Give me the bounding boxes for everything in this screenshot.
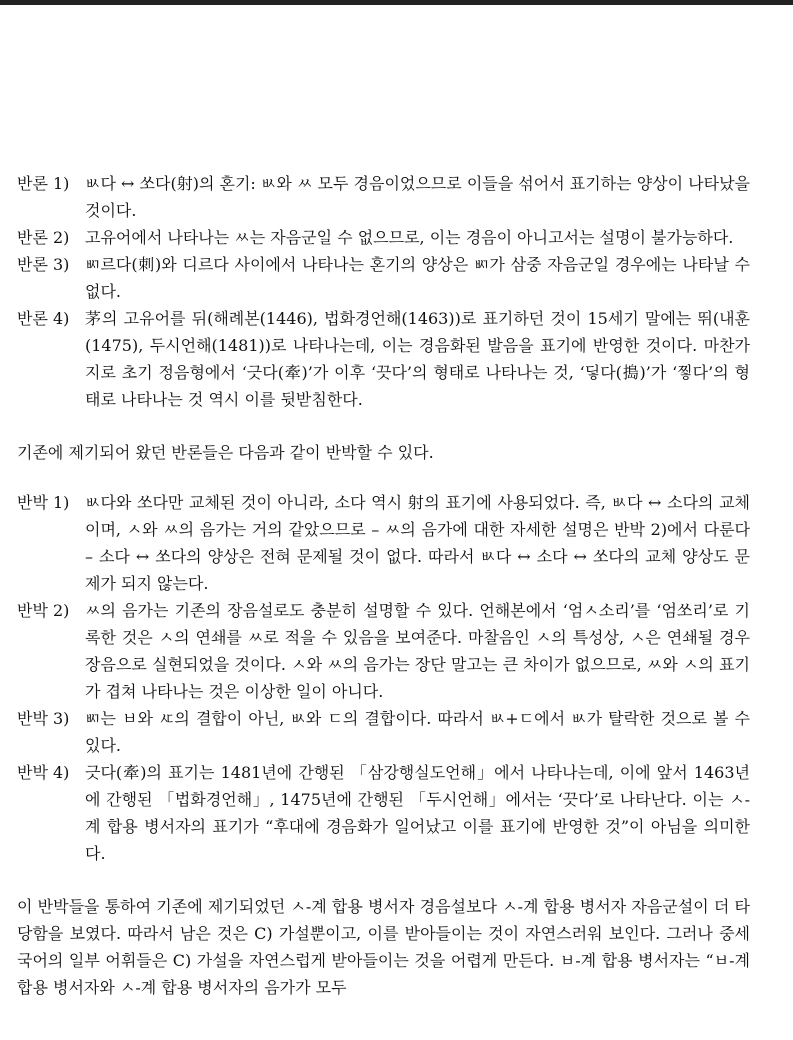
refutation-text: ㅆ의 음가는 기존의 장음설로도 충분히 설명할 수 있다. 언해본에서 ‘엄ㅅ소리’를 ‘엄쏘리’로 기록한 것은 ㅅ의 연쇄를 ㅆ로 적을 수 있음을 보여준다. 마찰음인 ㅅ의 특성상, ㅅ은 연쇄될 경우 장음으로 실현되었을 것이다. ㅅ와 ㅆ의 음가는 장단 말고는 큰 차이가 없으므로, ㅆ와 ㅅ의 표기가 겹쳐 나타나는 것은 이상한 일이 아니다. <box>85 601 750 701</box>
rebuttal-label: 반론 1) <box>17 174 70 193</box>
refutation-list <box>17 489 750 867</box>
refutation-item <box>17 759 750 867</box>
rebuttal-label: 반론 2) <box>17 228 70 247</box>
top-border <box>0 0 793 5</box>
refutation-text: ㅄ다와 쏘다만 교체된 것이 아니라, 소다 역시 射의 표기에 사용되었다. 즉, ㅄ다 ↔ 소다의 교체이며, ㅅ와 ㅆ의 음가는 거의 같았으므로 – ㅆ의 음가에 대한 자세한 설명은 반박 2)에서 다룬다 – 소다 ↔ 쏘다의 양상은 전혀 문제될 것이 없다. 따라서 ㅄ다 ↔ 소다 ↔ 쏘다의 교체 양상도 문제가 되지 않는다. <box>85 493 750 593</box>
document-body <box>17 170 750 1001</box>
rebuttal-list <box>17 170 750 413</box>
rebuttal-item <box>17 170 750 224</box>
refutation-label: 반박 3) <box>17 709 70 728</box>
rebuttal-text: 고유어에서 나타나는 ㅆ는 자음군일 수 없으므로, 이는 경음이 아니고서는 설명이 불가능하다. <box>85 228 734 247</box>
refutation-item <box>17 597 750 705</box>
rebuttal-item <box>17 251 750 305</box>
rebuttal-label: 반론 4) <box>17 309 70 328</box>
refutation-text: 긋다(牽)의 표기는 1481년에 간행된 「삼강행실도언해」에서 나타나는데, 이에 앞서 1463년에 간행된 「법화경언해」, 1475년에 간행된 「두시언해」에서는 ‘끗다’로 나타난다. 이는 ㅅ-계 합용 병서자의 표기가 “후대에 경음화가 일어났고 이를 표기에 반영한 것”이 아님을 의미한다. <box>85 763 750 863</box>
refutation-label: 반박 1) <box>17 493 70 512</box>
rebuttal-item <box>17 224 750 251</box>
refutation-label: 반박 4) <box>17 763 70 782</box>
refutation-label: 반박 2) <box>17 601 70 620</box>
refutation-item <box>17 489 750 597</box>
intro-paragraph: 기존에 제기되어 왔던 반론들은 다음과 같이 반박할 수 있다. <box>17 443 434 462</box>
rebuttal-text: ㅴ르다(刺)와 디르다 사이에서 나타나는 혼기의 양상은 ㅴ가 삼중 자음군일 경우에는 나타날 수 없다. <box>85 255 750 301</box>
rebuttal-item <box>17 305 750 413</box>
conclusion-paragraph: 이 반박들을 통하여 기존에 제기되었던 ㅅ-계 합용 병서자 경음설보다 ㅅ-계 합용 병서자 자음군설이 더 타당함을 보였다. 따라서 남은 것은 C) 가설뿐이고, 이를 받아들이는 것이 자연스러워 보인다. 그러나 중세 국어의 일부 어휘들은 C) 가설을 자연스럽게 받아들이는 것을 어렵게 만든다. ㅂ-계 합용 병서자는 “ㅂ-계 합용 병서자와 ㅅ-계 합용 병서자의 음가가 모두 <box>17 897 750 997</box>
rebuttal-label: 반론 3) <box>17 255 70 274</box>
rebuttal-text: ㅄ다 ↔ 쏘다(射)의 혼기: ㅄ와 ㅆ 모두 경음이었으므로 이들을 섞어서 표기하는 양상이 나타났을 것이다. <box>85 174 750 220</box>
refutation-text: ㅴ는 ㅂ와 ㅼ의 결합이 아닌, ㅄ와 ㄷ의 결합이다. 따라서 ㅄ+ㄷ에서 ㅄ가 탈락한 것으로 볼 수 있다. <box>85 709 750 755</box>
refutation-item <box>17 705 750 759</box>
rebuttal-text: 茅의 고유어를 뒤(해례본(1446), 법화경언해(1463))로 표기하던 것이 15세기 말에는 뛰(내훈(1475), 두시언해(1481))로 나타나는데, 이는 경음화된 발음을 표기에 반영한 것이다. 마찬가지로 초기 정음형에서 ‘긋다(牽)’가 이후 ‘끗다’의 형태로 나타나는 것, ‘딯다(搗)’가 ‘찧다’의 형태로 나타나는 것 역시 이를 뒷받침한다. <box>85 309 750 409</box>
